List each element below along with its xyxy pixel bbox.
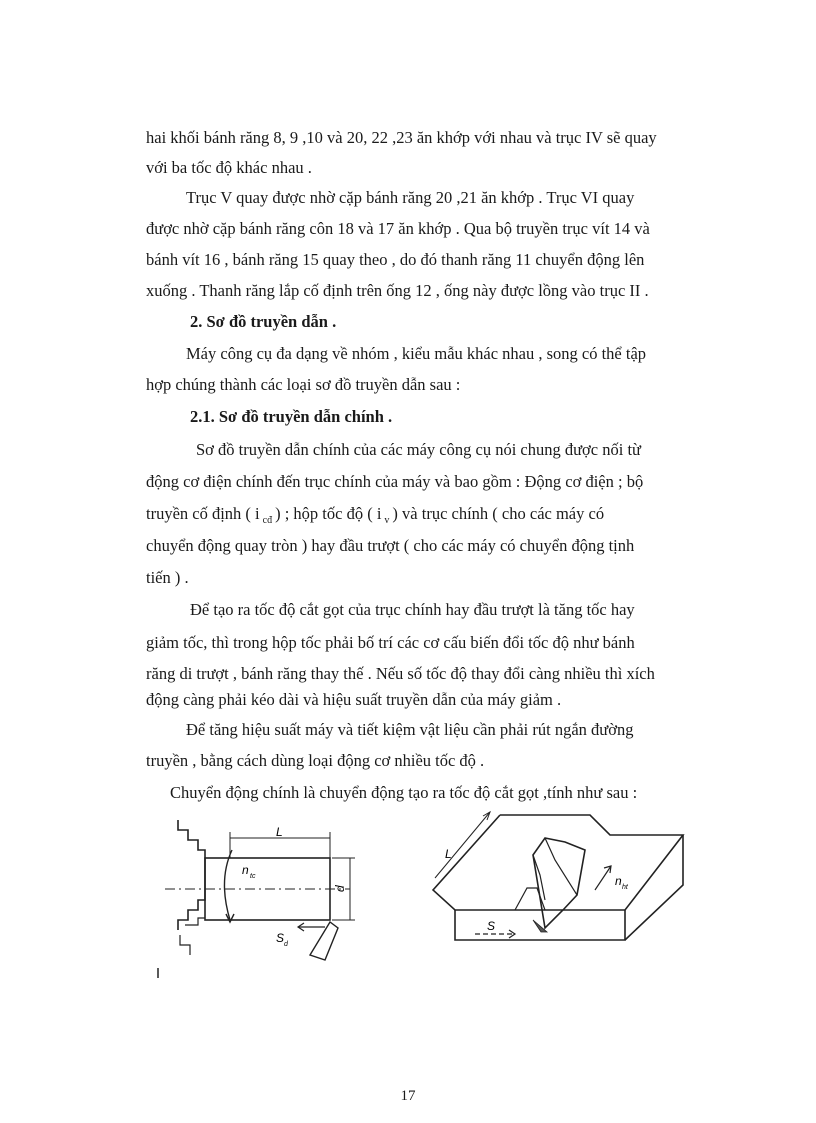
feed-label: S xyxy=(276,931,285,945)
spindle-speed-subscript: tc xyxy=(250,873,256,880)
section-heading: 2. Sơ đồ truyền dẫn . xyxy=(190,312,337,331)
formula-line: truyền cố định ( i $_{cđ}$ ) ; hộp tốc độ ( i $_v$ ) và trục chính ( cho các máy có xyxy=(146,504,605,526)
body-line: hai khối bánh răng 8, 9 ,10 và 20, 22 ,23 ăn khớp với nhau và trục IV sẽ quay xyxy=(146,128,657,147)
stroke-speed-subscript: ht xyxy=(622,884,628,891)
body-line: động càng phải kéo dài và hiệu suất truyền dẫn của máy giảm . xyxy=(146,690,562,709)
body-line: giảm tốc, thì trong hộp tốc phải bố trí các cơ cấu biến đổi tốc độ như bánh xyxy=(146,633,635,652)
subsection-heading: 2.1. Sơ đồ truyền dẫn chính . xyxy=(190,407,393,426)
body-line: động cơ điện chính đến trục chính của máy và bao gồm : Động cơ điện ; bộ xyxy=(146,472,644,491)
body-line: răng di trượt , bánh răng thay thế . Nếu số tốc độ thay đổi càng nhiều thì xích xyxy=(146,664,655,683)
body-line: với ba tốc độ khác nhau . xyxy=(146,158,312,177)
body-line: Máy công cụ đa dạng về nhóm , kiểu mẫu khác nhau , song có thể tập xyxy=(186,344,647,363)
planer-shaping-figure xyxy=(415,810,690,970)
feed-label: S xyxy=(487,919,496,933)
body-line: bánh vít 16 , bánh răng 15 quay theo , do đó thanh răng 11 chuyển động lên xyxy=(146,250,645,269)
spindle-speed-label: n xyxy=(242,863,249,877)
body-line: xuống . Thanh răng lắp cố định trên ống 12 , ống này được lồng vào trục II . xyxy=(146,281,649,300)
lathe-turning-figure xyxy=(150,810,380,980)
length-label: L xyxy=(276,825,283,839)
body-line: hợp chúng thành các loại sơ đồ truyền dẫn sau : xyxy=(146,375,461,394)
body-line: được nhờ cặp bánh răng côn 18 và 17 ăn khớp . Qua bộ truyền trục vít 14 và xyxy=(146,219,650,238)
body-line: Trục V quay được nhờ cặp bánh răng 20 ,21 ăn khớp . Trục VI quay xyxy=(186,188,635,207)
body-line: Để tăng hiệu suất máy và tiết kiệm vật liệu cần phải rút ngắn đường xyxy=(186,720,634,739)
length-label: L xyxy=(445,847,452,861)
diameter-label: d xyxy=(333,885,347,892)
body-line: chuyển động quay tròn ) hay đầu trượt ( cho các máy có chuyển động tịnh xyxy=(146,536,635,555)
body-line: Chuyển động chính là chuyển động tạo ra tốc độ cắt gọt ,tính như sau : xyxy=(170,783,638,802)
body-line: truyền , bằng cách dùng loại động cơ nhiều tốc độ . xyxy=(146,751,485,770)
body-line: Để tạo ra tốc độ cắt gọt của trục chính hay đầu trượt là tăng tốc hay xyxy=(190,600,635,619)
feed-subscript: d xyxy=(284,941,288,948)
body-line: tiến ) . xyxy=(146,568,189,587)
body-line: Sơ đồ truyền dẫn chính của các máy công cụ nói chung được nối từ xyxy=(196,440,641,459)
stroke-speed-label: n xyxy=(615,874,622,888)
page-number: 17 xyxy=(400,1088,416,1104)
